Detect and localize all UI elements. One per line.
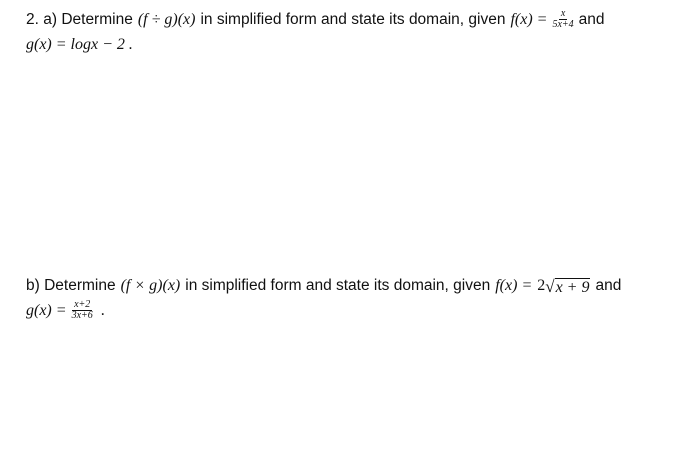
question-2b-f-label: f(x) =: [495, 277, 533, 294]
question-2a-line-1: [26, 9, 605, 30]
question-2a-f-numerator: x: [560, 8, 566, 19]
question-2a-line-2: [26, 35, 133, 55]
question-2a-prefix: 2. a) Determine: [26, 10, 133, 28]
question-2a-f-label: f(x) =: [510, 10, 548, 28]
question-2b-f-sqrt: [537, 276, 590, 296]
question-2b-and: and: [595, 277, 622, 294]
question-2a-g-expression: g(x) = logx − 2 .: [26, 36, 133, 53]
radical-sign-icon: √: [545, 277, 555, 296]
question-2a-f-denominator: 5x+4: [552, 19, 574, 30]
question-2a-middle-text: in simplified form and state its domain, given: [200, 10, 506, 28]
question-2a-and: and: [578, 10, 605, 28]
question-2b-line-1: [26, 276, 621, 296]
question-2b-f-radicand: x + 9: [555, 279, 590, 296]
question-2b-g-period: .: [100, 301, 105, 319]
question-2b-g-label: g(x) =: [26, 301, 67, 319]
question-2b-middle-text: in simplified form and state its domain, given: [185, 277, 491, 294]
question-2b-g-denominator: 3x+6: [71, 310, 93, 321]
question-2b-g-fraction: [70, 300, 95, 321]
question-2a-composition: (f ÷ g)(x): [137, 10, 196, 28]
question-2b-g-numerator: x+2: [74, 299, 91, 310]
question-2a-f-fraction: [550, 9, 575, 30]
question-2b-composition: (f × g)(x): [120, 277, 181, 294]
question-2b-line-2: [26, 300, 105, 321]
question-2b-prefix: b) Determine: [26, 277, 116, 294]
question-2b-f-coefficient: 2: [537, 277, 546, 294]
